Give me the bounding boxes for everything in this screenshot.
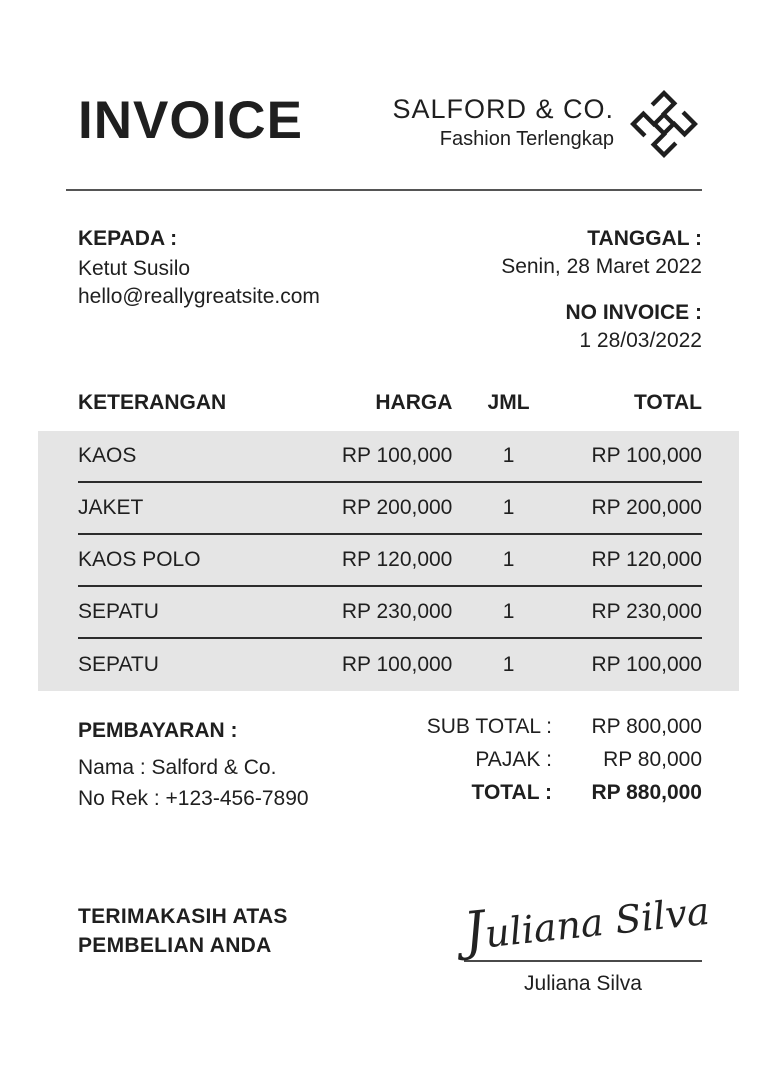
cell-keterangan: SEPATU <box>78 653 159 676</box>
grand-total-value: RP 880,000 <box>591 781 702 804</box>
table-row <box>78 639 702 691</box>
tax-row <box>427 748 702 772</box>
cell-jml: 1 <box>502 444 515 467</box>
date-value: Senin, 28 Maret 2022 <box>501 255 702 278</box>
table-row <box>78 587 702 639</box>
cell-harga: RP 100,000 <box>341 653 453 676</box>
thank-you-note <box>78 902 288 996</box>
table-row <box>78 483 702 535</box>
cell-total: RP 100,000 <box>591 653 702 676</box>
header-divider <box>66 189 702 191</box>
cell-total: RP 100,000 <box>591 444 702 467</box>
date-group <box>501 225 702 281</box>
grand-total-label: TOTAL : <box>471 781 552 804</box>
cell-total: RP 120,000 <box>591 548 702 571</box>
info-section <box>78 225 702 355</box>
payment-block <box>78 715 309 814</box>
subtotal-row <box>427 715 702 739</box>
tax-value: RP 80,000 <box>603 748 702 771</box>
recipient-email: hello@reallygreatsite.com <box>78 285 320 308</box>
recipient-label: KEPADA : <box>78 227 178 250</box>
cell-harga: RP 230,000 <box>341 600 453 623</box>
thank-you-line1: TERIMAKASIH ATAS <box>78 905 288 928</box>
cell-jml: 1 <box>502 653 515 676</box>
cell-harga: RP 100,000 <box>341 444 453 467</box>
column-header-total: TOTAL <box>633 391 702 414</box>
column-header-keterangan: KETERANGAN <box>78 391 227 414</box>
cell-total: RP 230,000 <box>591 600 702 623</box>
invoice-number-value: 1 28/03/2022 <box>579 329 702 352</box>
items-table <box>78 391 702 691</box>
brand-block <box>392 86 702 167</box>
cell-harga: RP 200,000 <box>341 496 453 519</box>
thank-you-line2: PEMBELIAN ANDA <box>78 934 272 957</box>
cell-keterangan: JAKET <box>78 496 144 519</box>
signature-block <box>460 888 712 996</box>
cell-keterangan: KAOS <box>78 444 137 467</box>
totals-block <box>427 715 702 814</box>
page-title: INVOICE <box>78 91 303 150</box>
subtotal-value: RP 800,000 <box>591 715 702 738</box>
invoice-number-group <box>501 299 702 355</box>
subtotal-label: SUB TOTAL : <box>426 715 552 738</box>
column-header-harga: HARGA <box>375 391 453 414</box>
payment-label: PEMBAYARAN : <box>78 719 238 742</box>
cell-jml: 1 <box>502 548 515 571</box>
cell-harga: RP 120,000 <box>341 548 453 571</box>
header <box>78 86 702 167</box>
table-row <box>78 431 702 483</box>
signature-script: Juliana Silva <box>460 888 712 963</box>
cell-keterangan: KAOS POLO <box>78 548 201 571</box>
table-header-row <box>78 391 702 431</box>
brand-text <box>392 86 614 151</box>
recipient-block <box>78 225 320 355</box>
table-row <box>78 535 702 587</box>
date-label: TANGGAL : <box>587 227 702 250</box>
column-header-jml: JML <box>487 391 530 414</box>
invoice-meta-block <box>501 225 702 355</box>
grand-total-row <box>427 781 702 805</box>
payment-name-line: Nama : Salford & Co. <box>78 756 277 779</box>
payment-account-line: No Rek : +123-456-7890 <box>78 787 309 810</box>
invoice-number-label: NO INVOICE : <box>565 301 702 324</box>
tax-label: PAJAK : <box>475 748 552 771</box>
table-body <box>38 431 739 691</box>
cell-jml: 1 <box>502 600 515 623</box>
brand-tagline: Fashion Terlengkap <box>439 128 614 150</box>
diamond-pinwheel-icon <box>626 86 702 167</box>
cell-keterangan: SEPATU <box>78 600 159 623</box>
cell-jml: 1 <box>502 496 515 519</box>
recipient-name: Ketut Susilo <box>78 257 191 280</box>
brand-name: SALFORD & CO. <box>392 94 614 124</box>
summary-section <box>78 691 702 814</box>
cell-total: RP 200,000 <box>591 496 702 519</box>
footer <box>78 888 712 996</box>
signature-name: Juliana Silva <box>524 972 642 995</box>
